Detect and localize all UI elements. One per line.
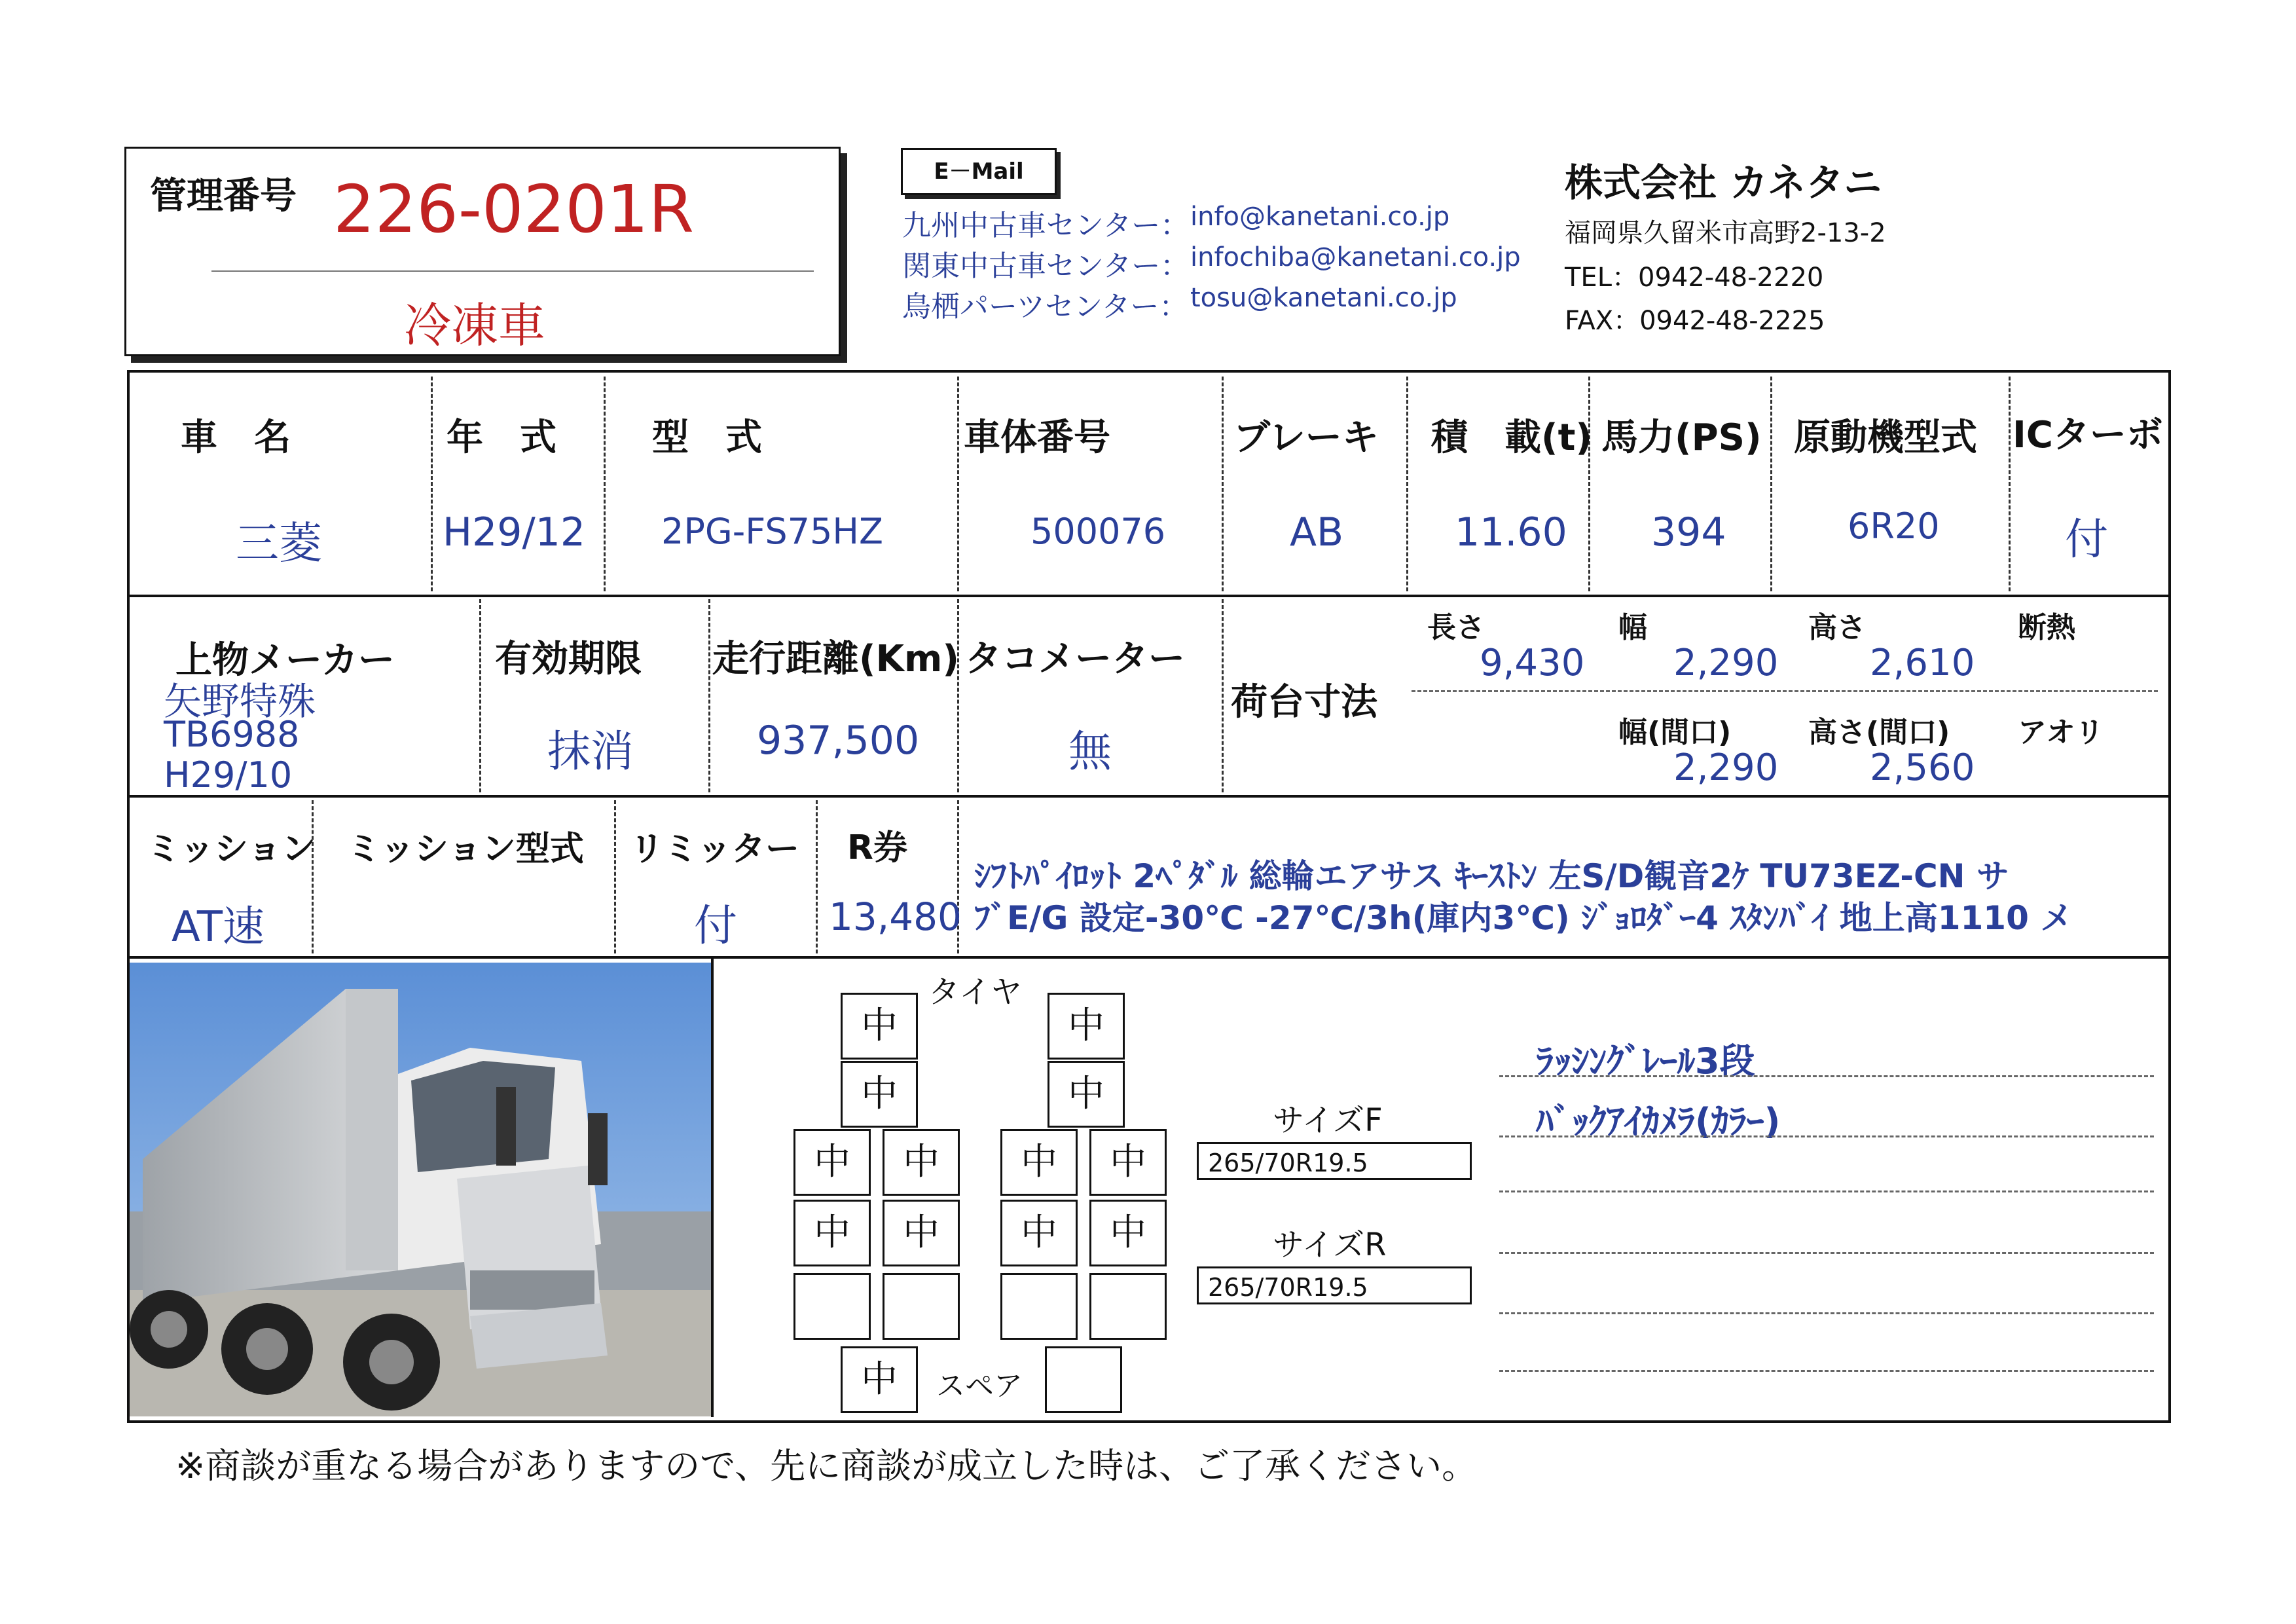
- footer-note: ※商談が重なる場合がありますので、先に商談が成立した時は、ご了承ください。: [175, 1445, 1478, 1486]
- row-divider-2: [127, 795, 2168, 798]
- label-engine-model: 原動機型式: [1794, 416, 1977, 459]
- tire-rear3-left-outer: [793, 1273, 871, 1340]
- label-length: 長さ: [1427, 611, 1485, 644]
- label-height-opening: 高さ(間口): [1808, 716, 1950, 749]
- equipment-line: [1499, 1312, 2154, 1314]
- row1-sep: [957, 377, 959, 591]
- row2-sep: [708, 599, 710, 792]
- label-height: 高さ: [1808, 611, 1866, 644]
- truck-photo: [130, 963, 712, 1416]
- equipment-item-1: ﾗｯｼﾝｸﾞﾚｰﾙ3段: [1536, 1041, 1755, 1082]
- size-f-label: サイズF: [1273, 1102, 1383, 1139]
- label-tachometer: タコメーター: [965, 638, 1185, 680]
- tire-spare-1: 中: [841, 1346, 918, 1413]
- label-chassis-number: 車体番号: [964, 416, 1110, 459]
- value-length: 9,430: [1480, 642, 1585, 684]
- value-height-opening: 2,560: [1870, 747, 1975, 789]
- tire-rear1-right-outer: 中: [1089, 1129, 1167, 1196]
- value-mileage: 937,500: [757, 718, 920, 764]
- tire-rear2-right-inner: 中: [1000, 1200, 1078, 1266]
- value-chassis-number: 500076: [1030, 511, 1166, 552]
- value-load-capacity: 11.60: [1455, 509, 1567, 555]
- row-divider-1: [127, 595, 2168, 597]
- row1-sep: [1222, 377, 1224, 591]
- value-body-date: H29/10: [164, 754, 293, 796]
- tire-rear2-right-outer: 中: [1089, 1200, 1167, 1266]
- value-brake: AB: [1290, 509, 1344, 555]
- company-name: 株式会社 カネタニ: [1565, 160, 1882, 205]
- management-box: [124, 147, 841, 356]
- mgmt-number: 226-0201R: [333, 171, 694, 248]
- tire-title: タイヤ: [928, 974, 1023, 1010]
- row3-sep: [614, 800, 616, 953]
- label-horsepower: 馬力(PS): [1601, 416, 1762, 459]
- label-cargo-dimensions: 荷台寸法: [1231, 681, 1377, 724]
- tire-front-left-2: 中: [841, 1061, 918, 1128]
- value-width: 2,290: [1673, 642, 1779, 684]
- label-body-maker: 上物メーカー: [175, 639, 395, 682]
- value-body-model: TB6988: [164, 714, 300, 755]
- label-insulation: 断熱: [2018, 611, 2075, 644]
- row1-sep: [604, 377, 606, 591]
- row1-sep: [2009, 377, 2011, 591]
- tire-rear2-left-outer: 中: [793, 1200, 871, 1266]
- label-car-name: 車 名: [181, 416, 291, 459]
- label-width-opening: 幅(間口): [1618, 716, 1732, 749]
- row1-sep: [1770, 377, 1772, 591]
- equipment-line: [1499, 1370, 2154, 1372]
- value-body-maker: 矢野特殊: [164, 679, 316, 724]
- center-name-kyushu: 九州中古車センター：: [902, 209, 1190, 242]
- tire-front-right-1: 中: [1048, 993, 1125, 1060]
- cargo-dim-divider: [1412, 690, 2158, 692]
- mgmt-divider: [211, 270, 814, 272]
- equipment-line: [1499, 1075, 2154, 1077]
- company-tel: TEL：0942-48-2220: [1565, 263, 1824, 293]
- value-car-name: 三菱: [236, 518, 322, 568]
- vehicle-type: 冷凍車: [404, 298, 546, 353]
- notes-line-1: ｼﾌﾄﾊﾟｲﾛｯﾄ 2ﾍﾟﾀﾞﾙ 総輪エアサス ｷｰｽﾄﾝ 左S/D観音2ｹ TU73EZ-CN サ: [974, 857, 2009, 895]
- label-load-capacity: 積 載(t): [1431, 416, 1592, 459]
- center-email-kanto[interactable]: infochiba@kanetani.co.jp: [1190, 242, 1521, 272]
- tire-spare-2: [1045, 1346, 1122, 1413]
- equipment-line: [1499, 1190, 2154, 1192]
- value-expiry: 抹消: [547, 726, 634, 777]
- center-email-tosu[interactable]: tosu@kanetani.co.jp: [1190, 283, 1457, 313]
- value-tachometer: 無: [1068, 726, 1112, 777]
- label-width: 幅: [1618, 611, 1647, 644]
- truck-illustration: [130, 963, 712, 1416]
- label-mission: ミッション: [147, 830, 316, 869]
- label-model-year: 年 式: [446, 416, 556, 459]
- spare-label: スペア: [936, 1369, 1023, 1403]
- value-model-code: 2PG-FS75HZ: [661, 511, 883, 552]
- row2-sep: [479, 599, 481, 792]
- equipment-line: [1499, 1252, 2154, 1254]
- tire-rear1-left-outer: 中: [793, 1129, 871, 1196]
- center-name-kanto: 関東中古車センター：: [902, 249, 1190, 283]
- tire-front-right-2: 中: [1048, 1061, 1125, 1128]
- size-r-label: サイズR: [1273, 1227, 1387, 1263]
- size-r-value: 265/70R19.5: [1197, 1266, 1472, 1304]
- equipment-line: [1499, 1135, 2154, 1137]
- value-r-ticket: 13,480: [829, 895, 962, 939]
- value-mission: AT速: [172, 903, 264, 951]
- label-expiry: 有効期限: [495, 638, 642, 680]
- size-f-value: 265/70R19.5: [1197, 1142, 1472, 1180]
- center-email-kyushu[interactable]: info@kanetani.co.jp: [1190, 202, 1450, 232]
- tire-rear3-left-inner: [883, 1273, 960, 1340]
- value-model-year: H29/12: [443, 509, 586, 555]
- value-ic-turbo: 付: [2065, 514, 2108, 564]
- tire-rear3-right-outer: [1089, 1273, 1167, 1340]
- email-tag: E－Mail: [901, 148, 1057, 195]
- value-limiter: 付: [694, 900, 737, 951]
- value-engine-model: 6R20: [1848, 506, 1940, 547]
- tire-front-left-1: 中: [841, 993, 918, 1060]
- row2-sep: [957, 599, 959, 792]
- label-aori: アオリ: [2018, 716, 2104, 749]
- label-r-ticket: R券: [847, 828, 908, 868]
- notes-line-2: ﾌﾞE/G 設定-30℃ -27℃/3h(庫内3℃) ｼﾞｮﾛﾀﾞｰ4 ｽﾀﾝﾊﾞｲ 地上高1110 メ: [974, 899, 2073, 937]
- company-fax: FAX：0942-48-2225: [1565, 306, 1825, 336]
- center-name-tosu: 鳥栖パーツセンター：: [902, 290, 1188, 323]
- label-model-code: 型 式: [652, 416, 762, 459]
- row-divider-3: [127, 956, 2168, 959]
- label-ic-turbo: ICターボ: [2013, 414, 2163, 456]
- row1-sep: [431, 377, 433, 591]
- label-limiter: リミッター: [630, 830, 799, 869]
- tire-rear1-right-inner: 中: [1000, 1129, 1078, 1196]
- photo-divider: [711, 959, 714, 1417]
- value-height: 2,610: [1870, 642, 1975, 684]
- equipment-item-2: ﾊﾞｯｸｱｲｶﾒﾗ(ｶﾗｰ): [1536, 1101, 1781, 1142]
- row1-sep: [1406, 377, 1408, 591]
- tire-rear1-left-inner: 中: [883, 1129, 960, 1196]
- row2-sep: [1222, 599, 1224, 792]
- label-brake: ブレーキ: [1233, 416, 1379, 459]
- label-mileage: 走行距離(Km): [712, 638, 959, 680]
- value-horsepower: 394: [1651, 509, 1726, 555]
- row3-sep: [816, 800, 818, 953]
- mgmt-label: 管理番号: [150, 175, 297, 217]
- tire-rear2-left-inner: 中: [883, 1200, 960, 1266]
- value-width-opening: 2,290: [1673, 747, 1779, 789]
- tire-rear3-right-inner: [1000, 1273, 1078, 1340]
- label-mission-type: ミッション型式: [347, 830, 584, 869]
- company-address: 福岡県久留米市高野2-13-2: [1565, 218, 1886, 248]
